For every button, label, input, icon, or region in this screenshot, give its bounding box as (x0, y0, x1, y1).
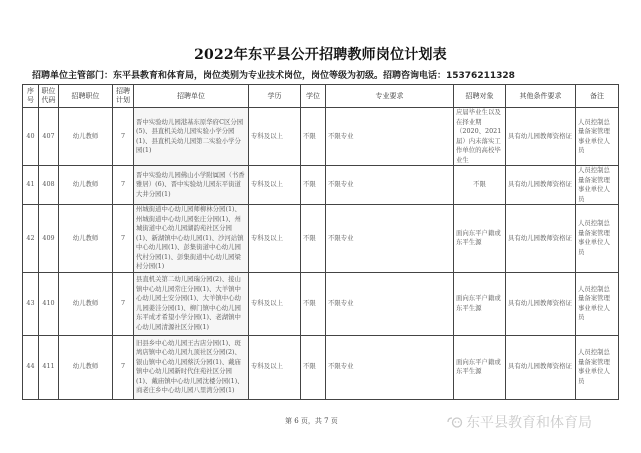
cell-no: 40 (23, 108, 39, 166)
cell-target: 应届毕业生以及在择业期（2020、2021届）内未落实工作单位的高校毕业生 (454, 108, 506, 166)
cell-unit: 晋中实验幼儿园港基东原华府C区分园(5)、县直机关幼儿园实验小学分园(1)、县直机关幼儿园第二实验小学分园(1) (134, 108, 249, 166)
cell-degree: 不限 (301, 108, 326, 166)
cell-other: 具有幼儿园教师资格证 (506, 166, 576, 205)
cell-code: 409 (39, 205, 59, 273)
document-title: 2022年东平县公开招聘教师岗位计划表 (194, 47, 447, 63)
cell-unit: 州城街道中心幼儿园师柳林分园(1)、州城街道中心幼儿园张庄分园(1)、州城街道中心幼儿园湖韵苑社区分园(1)、新湖镇中心幼儿园(1)、沙河站镇中心幼儿园(1)、彭集街道中心幼儿园代村分园(1)、彭集街道中心幼儿园梁村分园(1) (134, 205, 249, 273)
cell-position: 幼儿教师 (59, 166, 113, 205)
cell-unit: 县直机关第二幼儿园瑞分园(2)、接山镇中心幼儿园常庄分园(1)、大羊镇中心幼儿园土安分园(1)、大羊镇中心幼儿园姜洼分园(1)、柳门镇中心幼儿园东平成才希望小学分园(1)、老湖镇中心幼儿园清源社区分园(1) (134, 272, 249, 335)
cell-degree: 不限 (301, 205, 326, 273)
cell-major: 不限专业 (326, 166, 454, 205)
header-major: 专业要求 (326, 85, 454, 108)
cell-remark: 人员控制总量备案管理事业单位人员 (576, 335, 619, 399)
table-row (23, 108, 619, 166)
cell-education: 专科及以上 (249, 166, 301, 205)
cell-no: 43 (23, 272, 39, 335)
cell-no: 41 (23, 166, 39, 205)
cell-code: 411 (39, 335, 59, 399)
cell-remark: 人员控制总量备案管理事业单位人员 (576, 108, 619, 166)
cell-major: 不限专业 (326, 272, 454, 335)
recruitment-info: 招聘单位主管部门：东平县教育和体育局，岗位类别为专业技术岗位，岗位等级为初级。招聘咨询电话：15376211328 (32, 71, 515, 81)
cell-remark: 人员控制总量备案管理事业单位人员 (576, 272, 619, 335)
cell-unit: 旧县乡中心幼儿园王古店分园(1)、斑鸠店镇中心幼儿园九顶社区分园(2)、银山镇中心幼儿园蔡沃分园(1)、戴庙镇中心幼儿园新时代住苑社区分园(1)、戴庙镇中心幼儿园沈楼分园(1)、商老庄乡中心幼儿园八里湾分园(1) (134, 335, 249, 399)
table-row (23, 335, 619, 399)
header-education: 学历 (249, 85, 301, 108)
cell-other: 具有幼儿园教师资格证 (506, 272, 576, 335)
wechat-icon (447, 416, 463, 428)
cell-position: 幼儿教师 (59, 205, 113, 273)
cell-position: 幼儿教师 (59, 272, 113, 335)
cell-target: 面向东平户籍或东平生源 (454, 272, 506, 335)
header-unit: 招聘单位 (134, 85, 249, 108)
cell-code: 408 (39, 166, 59, 205)
cell-remark: 人员控制总量备案管理事业单位人员 (576, 166, 619, 205)
cell-education: 专科及以上 (249, 108, 301, 166)
header-position: 招聘职位 (59, 85, 113, 108)
header-other: 其他条件要求 (506, 85, 576, 108)
cell-education: 专科及以上 (249, 272, 301, 335)
header-no: 序号 (23, 85, 39, 108)
table-row (23, 272, 619, 335)
cell-major: 不限专业 (326, 335, 454, 399)
cell-position: 幼儿教师 (59, 108, 113, 166)
cell-code: 407 (39, 108, 59, 166)
cell-unit: 晋中实验幼儿园佛山小学附属园（书香雅居）(6)、晋中实验幼儿园东平街道大井分园(1) (134, 166, 249, 205)
cell-education: 专科及以上 (249, 205, 301, 273)
cell-degree: 不限 (301, 166, 326, 205)
cell-no: 44 (23, 335, 39, 399)
cell-education: 专科及以上 (249, 335, 301, 399)
table-row (23, 166, 619, 205)
cell-other: 具有幼儿园教师资格证 (506, 108, 576, 166)
cell-degree: 不限 (301, 272, 326, 335)
header-degree: 学位 (301, 85, 326, 108)
watermark-text: 东平县教育和体育局 (466, 415, 592, 431)
cell-degree: 不限 (301, 335, 326, 399)
job-plan-table (22, 84, 619, 400)
header-plan: 招聘计划 (113, 85, 134, 108)
cell-major: 不限专业 (326, 108, 454, 166)
table-header-row (23, 85, 619, 108)
table-row (23, 205, 619, 273)
page-number: 第 6 页，共 7 页 (285, 417, 338, 425)
cell-other: 具有幼儿园教师资格证 (506, 335, 576, 399)
cell-other: 具有幼儿园教师资格证 (506, 205, 576, 273)
header-remark: 备注 (576, 85, 619, 108)
account-watermark (447, 412, 592, 432)
cell-major: 不限专业 (326, 205, 454, 273)
cell-no: 42 (23, 205, 39, 273)
cell-plan: 7 (113, 335, 134, 399)
cell-target: 面向东平户籍或东平生源 (454, 335, 506, 399)
cell-position: 幼儿教师 (59, 335, 113, 399)
cell-target: 面向东平户籍或东平生源 (454, 205, 506, 273)
cell-code: 410 (39, 272, 59, 335)
cell-plan: 7 (113, 272, 134, 335)
header-code: 职位代码 (39, 85, 59, 108)
cell-plan: 7 (113, 108, 134, 166)
cell-plan: 7 (113, 166, 134, 205)
header-target: 招聘对象 (454, 85, 506, 108)
cell-target: 不限 (454, 166, 506, 205)
cell-remark: 人员控制总量备案管理事业单位人员 (576, 205, 619, 273)
cell-plan: 7 (113, 205, 134, 273)
